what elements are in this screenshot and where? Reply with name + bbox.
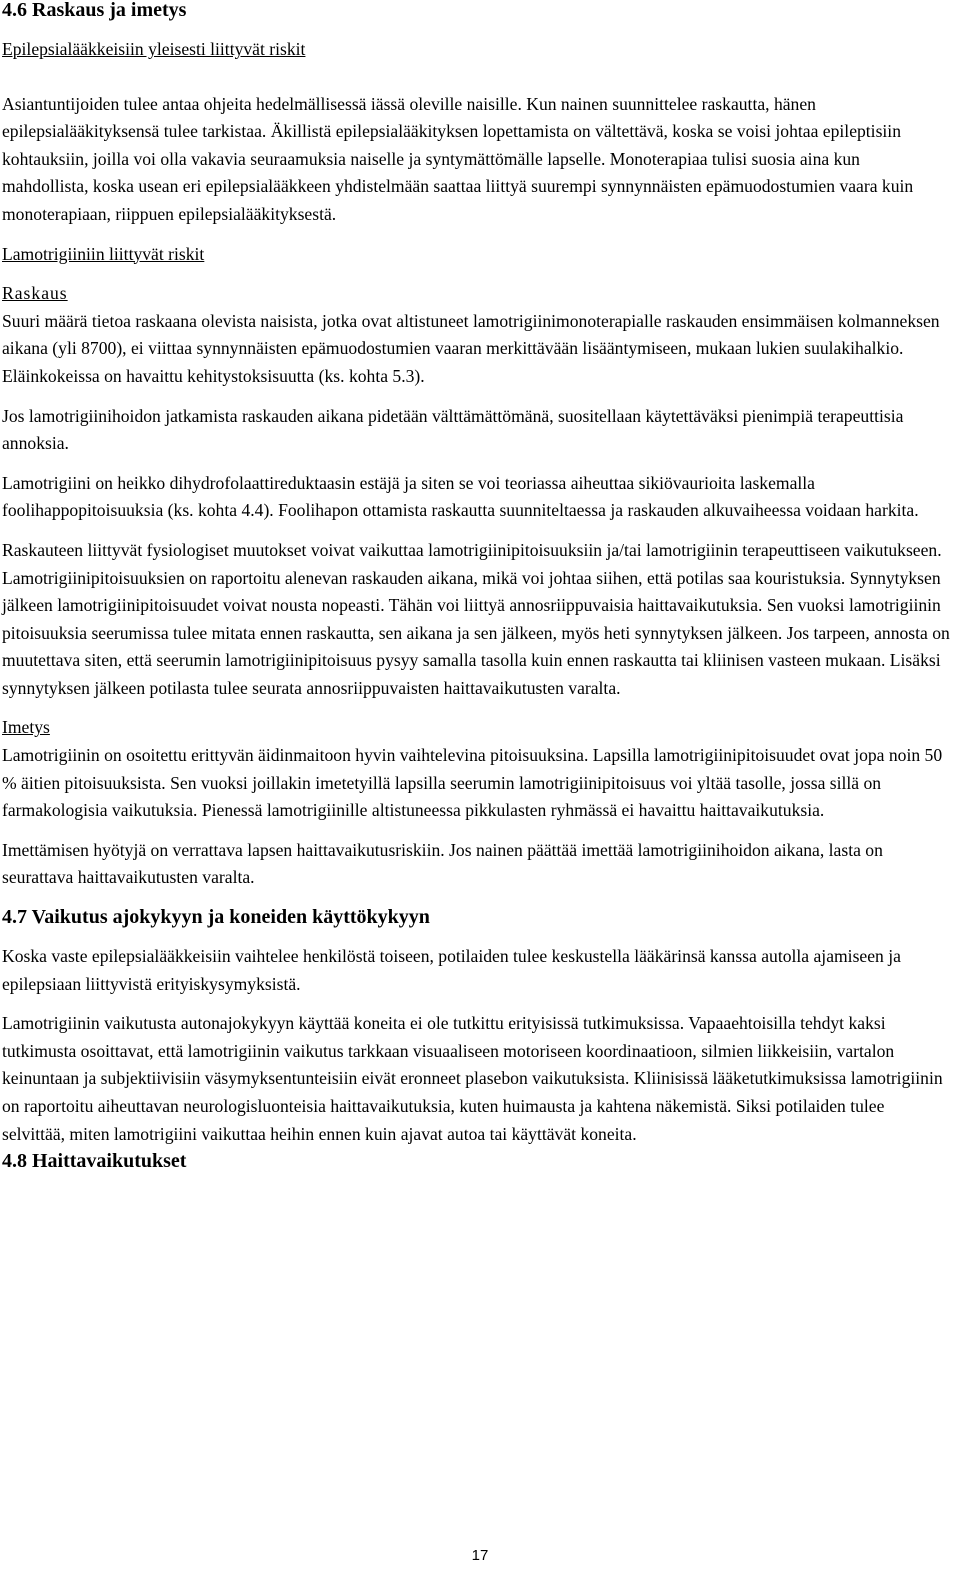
page-number: 17	[471, 1547, 489, 1564]
pregnancy-paragraph-2: Eläinkokeissa on havaittu kehitystoksisuutta (ks. kohta 5.3).	[2, 365, 425, 386]
pregnancy-paragraph-1: Suuri määrä tietoa raskaana olevista naisista, jotka ovat altistuneet lamotrigiinimonoterapialle raskauden ensimmäisen kolmanneksen aikana (yli 8700), ei viittaa synnynnäisten epämuodostumien vaaran merkittävään lisääntymiseen, mukaan lukien suulakihalkio.	[2, 310, 940, 359]
pregnancy-paragraph-4: Lamotrigiini on heikko dihydrofolaattireduktaasin estäjä ja siten se voi teoriassa aiheuttaa sikiövaurioita laskemalla foolihappopitoisuuksia (ks. kohta 4.4). Foolihapon ottamista raskautta suunniteltaessa ja raskauden alkuvaiheessa voidaan harkita.	[2, 472, 919, 521]
section-heading-4-7: 4.7 Vaikutus ajokykyyn ja koneiden käyttökykyyn	[2, 906, 430, 929]
section-heading-4-8: 4.8 Haittavaikutukset	[2, 1150, 187, 1173]
general-risks-paragraph: Asiantuntijoiden tulee antaa ohjeita hedelmällisessä iässä oleville naisille. Kun nainen suunnittelee raskautta, hänen epilepsialääkityksensä tulee tarkistaa. Äkillistä epilepsialääkityksen lopettamista on vältettävä, koska se voisi johtaa epileptisiin kohtauksiin, joilla voi olla vakavia seuraamuksia naiselle ja syntymättömälle lapselle. Monoterapiaa tulisi suosia aina kun mahdollista, koska usean eri epilepsialääkkeen yhdistelmään saattaa liittyä suurempi synnynnäisten epämuodostumien vaara kuin monoterapiaan, riippuen epilepsialääkityksestä.	[2, 93, 914, 224]
lamotrigine-risks-heading: Lamotrigiiniin liittyvät riskit	[2, 243, 205, 264]
section-heading-4-6: 4.6 Raskaus ja imetys	[2, 0, 187, 21]
breastfeeding-paragraph-2: Imettämisen hyötyjä on verrattava lapsen haittavaikutusriskiin. Jos nainen päättää imettää lamotrigiinihoidon aikana, lasta on seurattava haittavaikutusten varalta.	[2, 839, 883, 888]
breastfeeding-heading: Imetys	[2, 717, 50, 738]
breastfeeding-paragraph-1: Lamotrigiinin on osoitettu erittyvän äidinmaitoon hyvin vaihtelevina pitoisuuksina. Lapsilla lamotrigiinipitoisuudet ovat jopa noin 50 % äitien pitoisuuksista. Sen vuoksi joillakin imetetyillä lapsilla seerumin lamotrigiinipitoisuus voi yltää tasolle, jossa sillä on farmakologisia vaikutuksia. Pienessä lamotrigiinille altistuneessa pikkulasten ryhmässä ei havaittu haittavaikutuksia.	[2, 745, 943, 821]
driving-paragraph-2: Lamotrigiinin vaikutusta autonajokykyyn käyttää koneita ei ole tutkittu erityisissä tutkimuksissa. Vapaaehtoisilla tehdyt kaksi tutkimusta osoittavat, että lamotrigiinin vaikutus tarkkaan visuaaliseen motoriseen koordinaatioon, silmien liikkeisiin, vartalon keinuntaan ja subjektiivisiin väsymyksentunteisiin eivät eronneet plasebon vaikutuksista. Kliinisissä lääketutkimuksissa lamotrigiinin on raportoitu aiheuttavan neurologisluonteisia haittavaikutuksia, kuten huimausta ja kahtena näkemistä. Siksi potilaiden tulee selvittää, miten lamotrigiini vaikuttaa heihin ennen kuin ajavat autoa tai käyttävät koneita.	[2, 1013, 943, 1144]
document-page	[2, 0, 950, 1175]
general-risks-heading: Epilepsialääkkeisiin yleisesti liittyvät riskit	[2, 39, 306, 59]
pregnancy-paragraph-5: Raskauteen liittyvät fysiologiset muutokset voivat vaikuttaa lamotrigiinipitoisuuksiin ja/tai lamotrigiinin terapeuttiseen vaikutukseen. Lamotrigiinipitoisuuksien on raportoitu alenevan raskauden aikana, mikä voi johtaa siihen, että potilas saa kouristuksia. Synnytyksen jälkeen lamotrigiinipitoisuudet voivat nousta nopeasti. Tähän voi liittyä annosriippuvaisia haittavaikutuksia. Sen vuoksi lamotrigiinin pitoisuuksia seerumissa tulee mitata ennen raskautta, sen aikana ja sen jälkeen, myös heti synnytyksen jälkeen. Jos tarpeen, annosta on muutettava siten, että seerumin lamotrigiinipitoisuus pysyy samalla tasolla kuin ennen raskautta tai kliinisen vasteen mukaan. Lisäksi synnytyksen jälkeen potilasta tulee seurata annosriippuvaisten haittavaikutusten varalta.	[2, 539, 950, 698]
driving-paragraph-1: Koska vaste epilepsialääkkeisiin vaihtelee henkilöstä toiseen, potilaiden tulee keskustella lääkärinsä kanssa autolla ajamiseen ja epilepsiaan liittyvistä erityiskysymyksistä.	[2, 946, 901, 994]
pregnancy-heading: Raskaus	[2, 283, 68, 304]
pregnancy-paragraph-3: Jos lamotrigiinihoidon jatkamista raskauden aikana pidetään välttämättömänä, suositellaan käytettäväksi pienimpiä terapeuttisia annoksia.	[2, 405, 904, 454]
